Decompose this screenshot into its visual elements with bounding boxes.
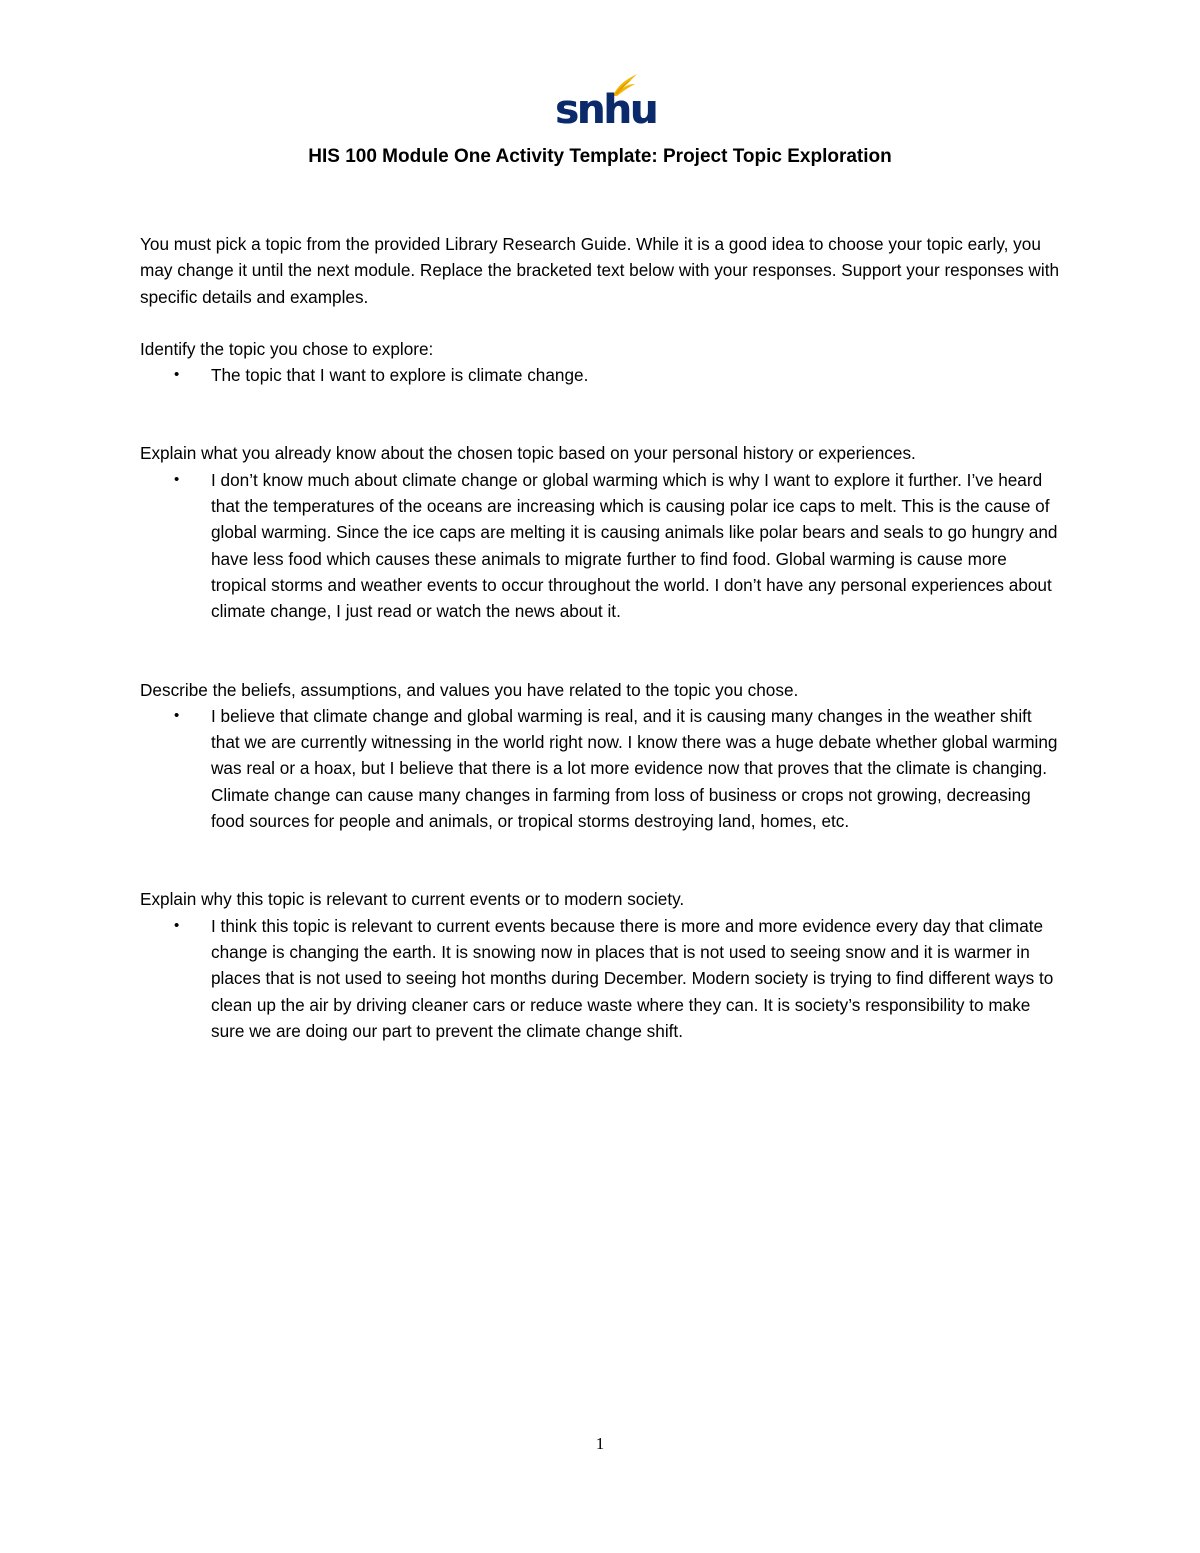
bullet-icon: • [174,366,180,384]
answer-text: I believe that climate change and global warming is real, and it is causing many changes in the weather shift that we are currently witnessing in the world right now. I know there was a huge debate whether global warming was real or a hoax, but I believe that there is a lot more evidence now that proves that the climate is changing. Climate change can cause many changes in farming from loss of business or crops not growing, decreasing food sources for people and animals, or tropical storms destroying land, homes, etc. [211,705,1058,832]
answer-text: The topic that I want to explore is climate change. [211,365,589,386]
answer-text: I think this topic is relevant to current events because there is more and more evidence every day that climate change is changing the earth. It is snowing now in places that is not used to seeing snow and it is warmer in places that is not used to seeing hot months during December. Modern society is trying to find different ways to clean up the air by driving cleaner cars or reduce waste where they can. It is society’s responsibility to make sure we are doing our part to prevent the climate change shift. [211,915,1054,1041]
section-knowledge [140,440,1065,624]
page-number: 1 [595,1434,605,1453]
document-body [140,231,1065,1044]
logo-wordmark: snhu [555,87,657,133]
answer-list [140,362,1065,388]
section-prompt: Explain what you already know about the chosen topic based on your personal history or experiences. [140,443,916,464]
answer-item [140,467,1065,625]
bullet-icon: • [174,916,180,934]
section-prompt: Describe the beliefs, assumptions, and values you have related to the topic you chose. [140,679,799,700]
answer-text: I don’t know much about climate change or global warming which is why I want to explore it further. I’ve heard that the temperatures of the oceans are increasing which is causing polar ice caps to melt. This is the cause of global warming. Since the ice caps are melting it is causing animals like polar bears and seals to go hungry and have less food which causes these animals to migrate further to find food. Global warming is cause more tropical storms and weather events to occur throughout the world. I don’t have any personal experiences about climate change, I just read or watch the news about it. [211,469,1058,622]
answer-item [140,913,1065,1044]
answer-list [140,913,1065,1044]
answer-item [140,703,1065,834]
answer-list [140,467,1065,625]
section-beliefs [140,677,1065,835]
intro-paragraph: You must pick a topic from the provided Library Research Guide. While it is a good idea to choose your topic early, you may change it until the next module. Replace the bracketed text below with your responses. Support your responses with specific details and examples. [140,234,1060,307]
section-relevance [140,886,1065,1044]
bullet-icon: • [174,470,180,488]
snhu-logo [555,72,657,134]
section-topic [140,336,1065,389]
answer-list [140,703,1065,834]
section-prompt: Explain why this topic is relevant to current events or to modern society. [140,889,685,910]
document-title: HIS 100 Module One Activity Template: Project Topic Exploration [308,146,892,167]
answer-item [140,362,1065,388]
bullet-icon: • [174,706,180,724]
section-prompt: Identify the topic you chose to explore: [140,338,434,359]
